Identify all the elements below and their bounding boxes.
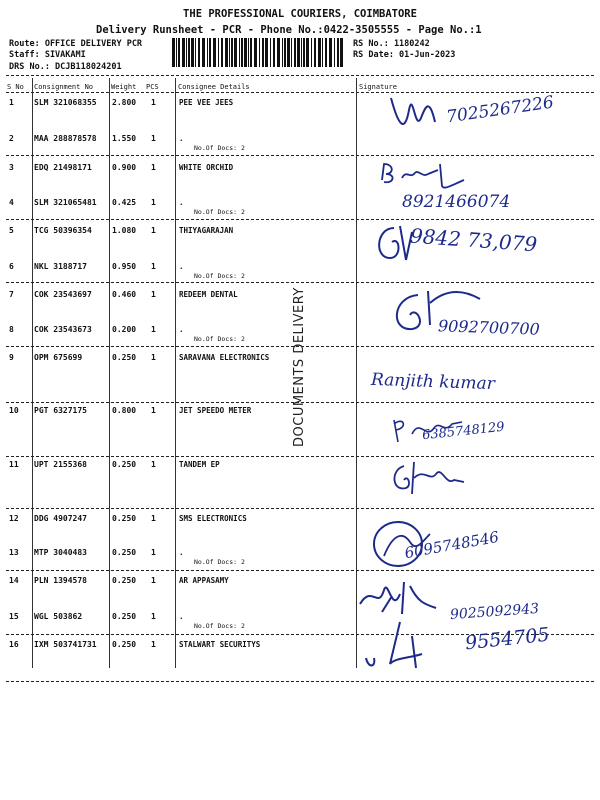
row-weight: 0.900 — [112, 163, 137, 172]
signature-phone: 9092700700 — [437, 316, 541, 339]
barcode-bar — [282, 38, 283, 67]
barcode-bar — [284, 38, 286, 67]
row-sno: 1 — [9, 98, 14, 107]
row-consignment-no: EDQ 21498171 — [34, 163, 92, 172]
signature-scribble — [378, 160, 468, 192]
row-consignee: . — [179, 612, 184, 621]
row-sno: 7 — [9, 290, 14, 299]
barcode-bar — [178, 38, 180, 67]
signature-phone: 9842 73,079 — [409, 223, 538, 257]
row-consignment-no: MTP 3040483 — [34, 548, 87, 557]
row-consignment-no: TCG 50396354 — [34, 226, 92, 235]
barcode-bar — [209, 38, 211, 67]
documents-delivery-stamp: DOCUMENTS DELIVERY — [292, 287, 307, 447]
row-weight: 0.250 — [112, 548, 137, 557]
barcode-bar — [294, 38, 296, 67]
col-divider — [175, 78, 176, 668]
barcode-bar — [172, 38, 175, 67]
row-weight: 0.250 — [112, 514, 137, 523]
row-sno: 6 — [9, 262, 14, 271]
col-weight: Weight — [111, 83, 137, 91]
company-name: THE PROFESSIONAL COURIERS, COIMBATORE — [183, 8, 417, 20]
barcode-bar — [306, 38, 309, 67]
row-docs-count: No.Of Docs: 2 — [194, 144, 245, 152]
signature-phone: 9025092943 — [449, 600, 540, 624]
row-pcs: 1 — [151, 514, 156, 523]
row-sno: 11 — [9, 460, 19, 469]
row-sno: 10 — [9, 406, 19, 415]
signature-scribble — [360, 618, 444, 674]
row-pcs: 1 — [151, 612, 156, 621]
row-weight: 0.800 — [112, 406, 137, 415]
row-consignee: WHITE ORCHID — [179, 163, 234, 172]
row-consignment-no: DDG 4907247 — [34, 514, 87, 523]
barcode-bar — [229, 38, 230, 67]
row-sno: 5 — [9, 226, 14, 235]
row-consignment-no: SLM 321068355 — [34, 98, 97, 107]
signature-scribble — [385, 88, 445, 138]
signature-phone: 6095748546 — [403, 527, 501, 563]
row-pcs: 1 — [151, 406, 156, 415]
barcode-bar — [195, 38, 196, 67]
row-separator — [6, 282, 594, 283]
barcode-bar — [329, 38, 332, 67]
row-weight: 0.950 — [112, 262, 137, 271]
barcode-bar — [301, 38, 302, 67]
route-label: Route: OFFICE DELIVERY PCR — [9, 39, 143, 49]
barcode-bar — [337, 38, 339, 67]
row-pcs: 1 — [151, 98, 156, 107]
row-consignment-no: OPM 675699 — [34, 353, 83, 362]
row-consignment-no: PGT 6327175 — [34, 406, 87, 415]
barcode-bar — [244, 38, 247, 67]
col-divider — [32, 78, 33, 668]
row-weight: 2.800 — [112, 98, 137, 107]
signature-phone: 7025267226 — [445, 92, 556, 128]
row-weight: 1.080 — [112, 226, 137, 235]
row-consignment-no: MAA 288878578 — [34, 134, 97, 143]
barcode-bar — [234, 38, 237, 67]
row-weight: 0.250 — [112, 460, 137, 469]
barcode-bar — [325, 38, 327, 67]
row-sno: 16 — [9, 640, 19, 649]
row-separator — [6, 570, 594, 571]
row-separator — [6, 456, 594, 457]
row-pcs: 1 — [151, 548, 156, 557]
signature-scribble — [390, 458, 470, 500]
col-sno: S No — [7, 83, 24, 91]
row-consignee: . — [179, 262, 184, 271]
row-sno: 3 — [9, 163, 14, 172]
row-docs-count: No.Of Docs: 2 — [194, 272, 245, 280]
row-docs-count: No.Of Docs: 2 — [194, 622, 245, 630]
barcode-bar — [262, 38, 264, 67]
row-sno: 2 — [9, 134, 14, 143]
barcode-bar — [213, 38, 216, 67]
row-sno: 15 — [9, 612, 19, 621]
barcode-bar — [191, 38, 194, 67]
row-consignment-no: COK 23543673 — [34, 325, 92, 334]
row-weight: 0.250 — [112, 640, 137, 649]
row-weight: 0.460 — [112, 290, 137, 299]
barcode-bar — [250, 38, 252, 67]
row-pcs: 1 — [151, 353, 156, 362]
row-weight: 0.250 — [112, 576, 137, 585]
row-pcs: 1 — [151, 576, 156, 585]
barcode-bar — [176, 38, 177, 67]
col-consignee: Consignee Details — [178, 83, 250, 91]
barcode — [170, 38, 346, 67]
row-pcs: 1 — [151, 640, 156, 649]
barcode-bar — [291, 38, 292, 67]
row-consignee: PEE VEE JEES — [179, 98, 234, 107]
row-consignee: SMS ELECTRONICS — [179, 514, 247, 523]
row-pcs: 1 — [151, 325, 156, 334]
row-consignee: STALWART SECURITYS — [179, 640, 261, 649]
row-pcs: 1 — [151, 198, 156, 207]
header-rule-bottom — [6, 92, 594, 93]
barcode-bar — [314, 38, 316, 67]
row-consignment-no: SLM 321065481 — [34, 198, 97, 207]
row-pcs: 1 — [151, 262, 156, 271]
row-docs-count: No.Of Docs: 2 — [194, 208, 245, 216]
row-consignee: . — [179, 198, 184, 207]
row-sno: 4 — [9, 198, 14, 207]
row-consignee: JET SPEEDO METER — [179, 406, 252, 415]
barcode-bar — [297, 38, 300, 67]
row-consignment-no: NKL 3188717 — [34, 262, 87, 271]
runsheet-title: Delivery Runsheet - PCR - Phone No.:0422-3505555 - Page No.:1 — [96, 24, 482, 36]
row-weight: 0.425 — [112, 198, 137, 207]
barcode-bar — [322, 38, 323, 67]
barcode-bar — [277, 38, 280, 67]
barcode-bar — [182, 38, 185, 67]
signature-phone: 8921466074 — [402, 192, 511, 212]
row-consignment-no: UPT 2155368 — [34, 460, 87, 469]
barcode-bar — [254, 38, 257, 67]
barcode-bar — [340, 38, 343, 67]
col-pcs: PCS — [146, 83, 159, 91]
barcode-bar — [188, 38, 190, 67]
row-consignment-no: PLN 1394578 — [34, 576, 87, 585]
signature-scribble — [352, 574, 442, 620]
barcode-bar — [334, 38, 335, 67]
barcode-bar — [259, 38, 260, 67]
row-consignee: SARAVANA ELECTRONICS — [179, 353, 270, 362]
barcode-bar — [248, 38, 249, 67]
row-consignment-no: WGL 503862 — [34, 612, 83, 621]
barcode-bar — [231, 38, 233, 67]
row-pcs: 1 — [151, 134, 156, 143]
rs-number: RS No.: 1180242 — [353, 39, 430, 49]
barcode-bar — [202, 38, 205, 67]
row-consignee: . — [179, 134, 184, 143]
row-consignee: TANDEM EP — [179, 460, 220, 469]
row-docs-count: No.Of Docs: 2 — [194, 335, 245, 343]
row-consignment-no: COK 23543697 — [34, 290, 92, 299]
barcode-bar — [218, 38, 219, 67]
barcode-bar — [273, 38, 275, 67]
barcode-bar — [303, 38, 305, 67]
row-separator — [6, 219, 594, 220]
staff-label: Staff: SIVAKAMI — [9, 50, 86, 60]
signature-name: Ranjith kumar — [370, 369, 496, 395]
row-consignee: . — [179, 325, 184, 334]
row-pcs: 1 — [151, 290, 156, 299]
row-sno: 9 — [9, 353, 14, 362]
barcode-bar — [239, 38, 240, 67]
barcode-bar — [311, 38, 312, 67]
row-pcs: 1 — [151, 163, 156, 172]
row-consignee: . — [179, 548, 184, 557]
barcode-bar — [318, 38, 321, 67]
col-signature: Signature — [359, 83, 397, 91]
barcode-bar — [265, 38, 268, 67]
row-sno: 14 — [9, 576, 19, 585]
row-weight: 0.250 — [112, 353, 137, 362]
drs-number: DRS No.: DCJB118024201 — [9, 62, 122, 72]
row-consignment-no: IXM 503741731 — [34, 640, 97, 649]
col-divider — [109, 78, 110, 668]
row-sno: 8 — [9, 325, 14, 334]
rs-date: RS Date: 01-Jun-2023 — [353, 50, 456, 60]
row-sno: 13 — [9, 548, 19, 557]
row-pcs: 1 — [151, 460, 156, 469]
barcode-bar — [287, 38, 290, 67]
row-consignee: AR APPASAMY — [179, 576, 229, 585]
barcode-bar — [198, 38, 200, 67]
row-weight: 0.200 — [112, 325, 137, 334]
row-consignee: REDEEM DENTAL — [179, 290, 238, 299]
signature-phone: 6385748129 — [421, 419, 506, 444]
barcode-bar — [241, 38, 243, 67]
row-pcs: 1 — [151, 226, 156, 235]
row-consignee: THIYAGARAJAN — [179, 226, 234, 235]
barcode-bar — [270, 38, 271, 67]
header-rule-top — [6, 75, 594, 76]
row-sno: 12 — [9, 514, 19, 523]
col-consignment: Consignment No — [34, 83, 94, 91]
row-weight: 0.250 — [112, 612, 137, 621]
barcode-bar — [221, 38, 223, 67]
barcode-bar — [207, 38, 208, 67]
barcode-bar — [225, 38, 228, 67]
row-separator — [6, 155, 594, 156]
row-separator — [6, 681, 594, 682]
barcode-bar — [186, 38, 187, 67]
row-docs-count: No.Of Docs: 2 — [194, 558, 245, 566]
row-weight: 1.550 — [112, 134, 137, 143]
row-separator — [6, 508, 594, 509]
signature-phone: 9554705 — [464, 623, 551, 655]
